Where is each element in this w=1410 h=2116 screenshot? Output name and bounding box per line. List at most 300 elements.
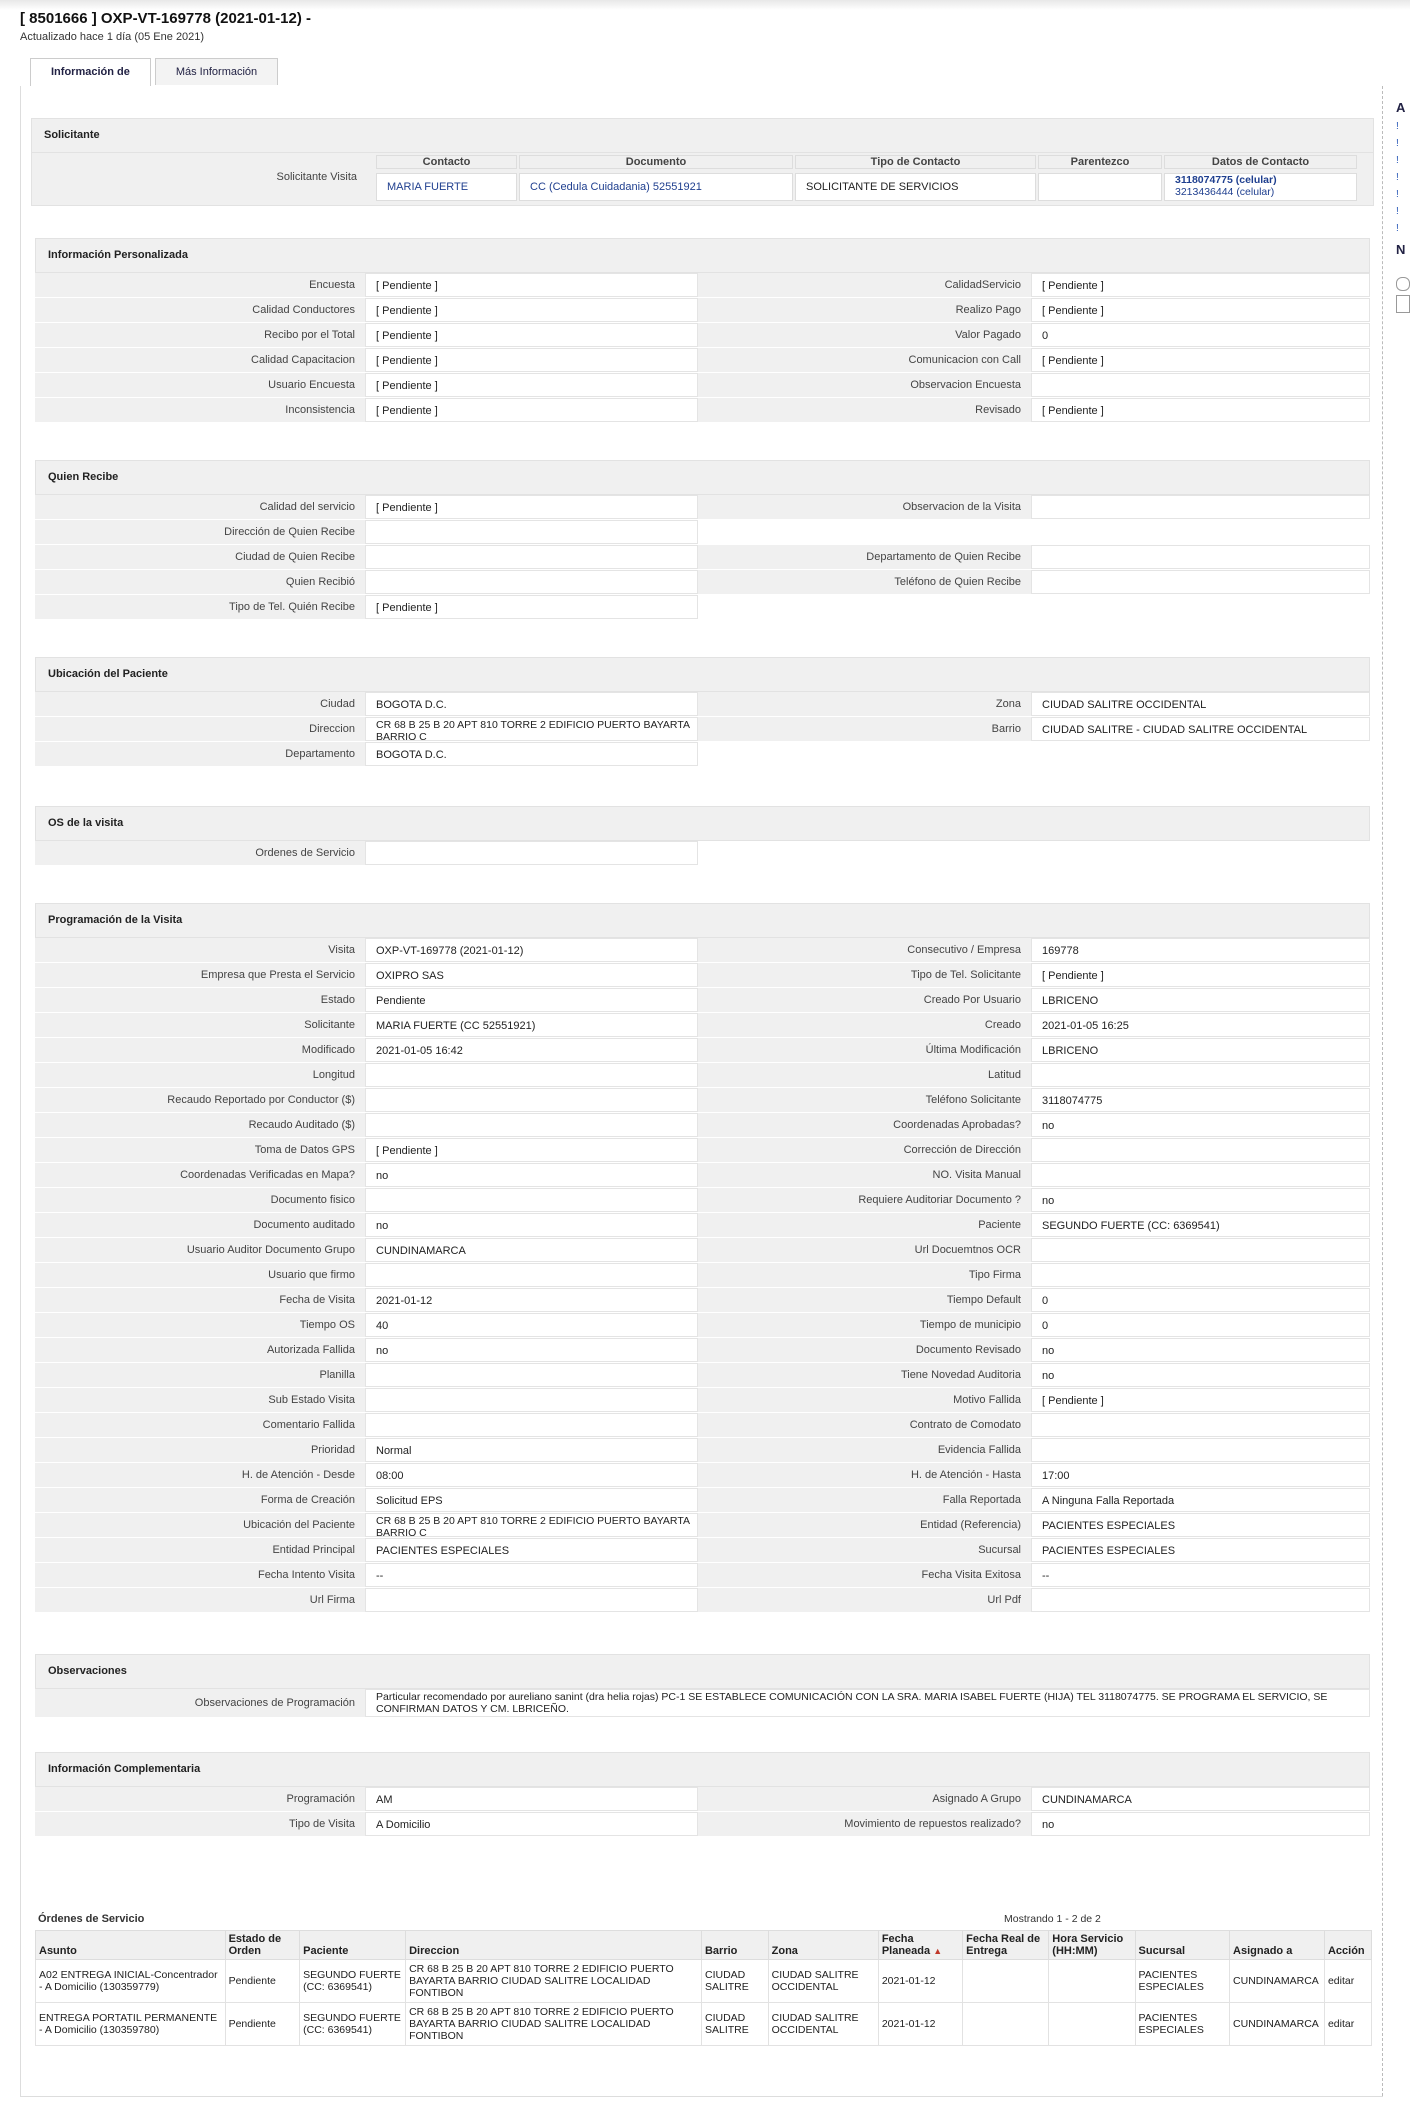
field-label: Revisado (698, 398, 1031, 422)
programacion-section (35, 903, 1370, 1613)
field-label: Requiere Auditoriar Documento ? (698, 1188, 1031, 1212)
section-title: Observaciones (35, 1654, 1370, 1689)
col-parentezco: Parentezco (1038, 155, 1162, 169)
cell-zona: CIUDAD SALITRE OCCIDENTAL (768, 2003, 878, 2046)
tipo-contacto-value: SOLICITANTE DE SERVICIOS (795, 173, 1036, 201)
col-fecha-planeada-label: Fecha Planeada (881, 1933, 931, 1957)
field-value: CUNDINAMARCA (1031, 1787, 1370, 1811)
field-label: Planilla (35, 1363, 365, 1387)
field-value: [ Pendiente ] (365, 373, 698, 397)
field-value: A Domicilio (365, 1812, 698, 1836)
cell-zona: CIUDAD SALITRE OCCIDENTAL (768, 1960, 878, 2003)
section-title: Programación de la Visita (35, 903, 1370, 938)
field-label: Consecutivo / Empresa (698, 938, 1031, 962)
field-value: -- (365, 1563, 698, 1587)
col-documento: Documento (519, 155, 793, 169)
cell-paciente[interactable]: SEGUNDO FUERTE (CC: 6369541) (300, 1960, 406, 2003)
field-label: Fecha Visita Exitosa (698, 1563, 1031, 1587)
field-label: Comentario Fallida (35, 1413, 365, 1437)
field-label: Creado (698, 1013, 1031, 1037)
field-label: Falla Reportada (698, 1488, 1031, 1512)
phone-2[interactable]: 3213436444 (celular) (1175, 186, 1275, 198)
field-value: 0 (1031, 323, 1370, 347)
field-value: CIUDAD SALITRE OCCIDENTAL (1031, 692, 1370, 716)
field-row (35, 1238, 1370, 1263)
quien-recibe-section (35, 460, 1370, 620)
cell-fecha-real (963, 1960, 1049, 2003)
field-value: [ Pendiente ] (1031, 298, 1370, 322)
field-label: Empresa que Presta el Servicio (35, 963, 365, 987)
edit-link[interactable]: editar (1324, 2003, 1371, 2046)
field-label: Calidad del servicio (35, 495, 365, 519)
field-label: Ciudad de Quien Recibe (35, 545, 365, 569)
field-value: 2021-01-12 (365, 1288, 698, 1312)
col-estado-orden[interactable]: Estado de Orden (225, 1931, 300, 1960)
field-row (35, 1438, 1370, 1463)
field-value (1031, 1413, 1370, 1437)
field-value (365, 1088, 698, 1112)
ordenes-table (35, 1930, 1372, 2046)
field-label: Tipo de Tel. Solicitante (698, 963, 1031, 987)
field-value: Solicitud EPS (365, 1488, 698, 1512)
field-label: Toma de Datos GPS (35, 1138, 365, 1162)
field-value (365, 1263, 698, 1287)
field-row (35, 545, 1370, 570)
cell-asunto[interactable]: ENTREGA PORTATIL PERMANENTE - A Domicilio (130359780) (36, 2003, 226, 2046)
field-value (1031, 1238, 1370, 1262)
field-label: Observacion Encuesta (698, 373, 1031, 397)
cell-direccion: CR 68 B 25 B 20 APT 810 TORRE 2 EDIFICIO PUERTO BAYARTA BARRIO CIUDAD SALITRE LOCALIDAD FONTIBON (406, 2003, 702, 2046)
cell-asignado: CUNDINAMARCA (1230, 1960, 1325, 2003)
field-value: [ Pendiente ] (1031, 273, 1370, 297)
right-panel-letter-n: N (1396, 242, 1406, 257)
ordenes-header-row (36, 1931, 1372, 1960)
field-row (35, 520, 1370, 545)
table-row (36, 2003, 1372, 2046)
field-value (1031, 545, 1370, 569)
right-panel-link[interactable]: ! (1396, 121, 1399, 132)
right-panel-radio[interactable] (1396, 277, 1410, 291)
field-label: Fecha de Visita (35, 1288, 365, 1312)
cell-asignado: CUNDINAMARCA (1230, 2003, 1325, 2046)
field-value: [ Pendiente ] (365, 398, 698, 422)
field-label: Inconsistencia (35, 398, 365, 422)
field-label: Sucursal (698, 1538, 1031, 1562)
field-label: Última Modificación (698, 1038, 1031, 1062)
field-value (1031, 1138, 1370, 1162)
field-value (1031, 1263, 1370, 1287)
field-value: [ Pendiente ] (365, 495, 698, 519)
field-label: Comunicacion con Call (698, 348, 1031, 372)
field-row (35, 1088, 1370, 1113)
field-label: Sub Estado Visita (35, 1388, 365, 1412)
right-panel-letter-a: A (1396, 100, 1406, 115)
section-title: Ubicación del Paciente (35, 657, 1370, 692)
solicitante-row (31, 153, 1374, 206)
field-value: OXP-VT-169778 (2021-01-12) (365, 938, 698, 962)
os-visita-section (35, 806, 1370, 866)
field-value: no (1031, 1363, 1370, 1387)
field-label: Entidad (Referencia) (698, 1513, 1031, 1537)
observaciones-section (35, 1654, 1370, 1718)
field-row (35, 1513, 1370, 1538)
field-row (35, 742, 1370, 767)
field-row (35, 717, 1370, 742)
col-sucursal[interactable]: Sucursal (1135, 1931, 1230, 1960)
field-value (1031, 570, 1370, 594)
field-row (35, 1313, 1370, 1338)
tab-mas-informacion[interactable]: Más Información (155, 58, 278, 85)
cell-estado: Pendiente (225, 1960, 300, 2003)
field-label: Calidad Capacitacion (35, 348, 365, 372)
cell-paciente[interactable]: SEGUNDO FUERTE (CC: 6369541) (300, 2003, 406, 2046)
ordenes-count: Mostrando 1 - 2 de 2 (1004, 1913, 1101, 1925)
field-row (35, 348, 1370, 373)
field-value: 17:00 (1031, 1463, 1370, 1487)
field-value: SEGUNDO FUERTE (CC: 6369541) (1031, 1213, 1370, 1237)
field-label: Creado Por Usuario (698, 988, 1031, 1012)
field-label: Tiene Novedad Auditoria (698, 1363, 1031, 1387)
field-label: Tiempo OS (35, 1313, 365, 1337)
field-label: Tiempo Default (698, 1288, 1031, 1312)
col-datos-contacto: Datos de Contacto (1164, 155, 1357, 169)
cell-hora (1049, 2003, 1135, 2046)
field-row (35, 570, 1370, 595)
right-panel-link[interactable]: ! (1396, 172, 1399, 183)
right-panel-link[interactable]: ! (1396, 189, 1399, 200)
field-value: 0 (1031, 1313, 1370, 1337)
right-panel-link[interactable]: ! (1396, 138, 1399, 149)
field-row (35, 1538, 1370, 1563)
field-label: Tiempo de municipio (698, 1313, 1031, 1337)
field-label: Ordenes de Servicio (35, 841, 365, 865)
field-row (35, 1463, 1370, 1488)
cell-fecha: 2021-01-12 (878, 1960, 962, 2003)
field-label: Fecha Intento Visita (35, 1563, 365, 1587)
field-value: BOGOTA D.C. (365, 692, 698, 716)
field-label: Realizo Pago (698, 298, 1031, 322)
right-panel-link[interactable]: ! (1396, 223, 1399, 234)
col-tipo-contacto: Tipo de Contacto (795, 155, 1036, 169)
field-row (35, 273, 1370, 298)
field-label: Forma de Creación (35, 1488, 365, 1512)
col-accion[interactable]: Acción (1324, 1931, 1371, 1960)
cell-barrio: CIUDAD SALITRE (701, 2003, 768, 2046)
right-panel-link[interactable]: ! (1396, 206, 1399, 217)
field-label: Documento fisico (35, 1188, 365, 1212)
cell-estado: Pendiente (225, 2003, 300, 2046)
field-value: MARIA FUERTE (CC 52551921) (365, 1013, 698, 1037)
field-label: Url Firma (35, 1588, 365, 1612)
field-row (35, 1288, 1370, 1313)
field-value: [ Pendiente ] (365, 595, 698, 619)
field-label: Departamento de Quien Recibe (698, 545, 1031, 569)
field-label: Documento Revisado (698, 1338, 1031, 1362)
field-label: Usuario que firmo (35, 1263, 365, 1287)
field-label: Url Docuemtnos OCR (698, 1238, 1031, 1262)
field-value: [ Pendiente ] (365, 323, 698, 347)
field-label: Teléfono Solicitante (698, 1088, 1031, 1112)
field-label: Tipo Firma (698, 1263, 1031, 1287)
field-label: Paciente (698, 1213, 1031, 1237)
field-label: Ciudad (35, 692, 365, 716)
field-value: CR 68 B 25 B 20 APT 810 TORRE 2 EDIFICIO PUERTO BAYARTA BARRIO C (365, 1513, 698, 1537)
updated-text: Actualizado hace 1 día (05 Ene 2021) (20, 31, 205, 43)
cell-fecha: 2021-01-12 (878, 2003, 962, 2046)
cell-sucursal: PACIENTES ESPECIALES (1135, 2003, 1230, 2046)
documento-value: CC (Cedula Cuidadania) 52551921 (519, 173, 793, 201)
field-row (35, 963, 1370, 988)
field-value: 2021-01-05 16:42 (365, 1038, 698, 1062)
field-value: PACIENTES ESPECIALES (1031, 1513, 1370, 1537)
field-value: no (365, 1213, 698, 1237)
field-label: Motivo Fallida (698, 1388, 1031, 1412)
col-asignado[interactable]: Asignado a (1230, 1931, 1325, 1960)
field-label: Dirección de Quien Recibe (35, 520, 365, 544)
field-value: [ Pendiente ] (365, 298, 698, 322)
field-label: Url Pdf (698, 1588, 1031, 1612)
field-row (35, 1588, 1370, 1613)
field-label: Tipo de Visita (35, 1812, 365, 1836)
field-row (35, 1388, 1370, 1413)
field-value (365, 1413, 698, 1437)
field-value: PACIENTES ESPECIALES (1031, 1538, 1370, 1562)
edit-link[interactable]: editar (1324, 1960, 1371, 2003)
cell-asunto[interactable]: A02 ENTREGA INICIAL-Concentrador - A Domicilio (130359779) (36, 1960, 226, 2003)
field-value: [ Pendiente ] (365, 1138, 698, 1162)
field-value: Normal (365, 1438, 698, 1462)
solicitante-section (31, 118, 1374, 206)
cell-direccion: CR 68 B 25 B 20 APT 810 TORRE 2 EDIFICIO PUERTO BAYARTA BARRIO CIUDAD SALITRE LOCALIDAD FONTIBON (406, 1960, 702, 2003)
field-value (365, 841, 698, 865)
field-value: Pendiente (365, 988, 698, 1012)
field-label: Usuario Auditor Documento Grupo (35, 1238, 365, 1262)
field-row (35, 1138, 1370, 1163)
field-label: Visita (35, 938, 365, 962)
col-asunto[interactable]: Asunto (36, 1931, 226, 1960)
field-row (35, 841, 1370, 866)
field-value: 169778 (1031, 938, 1370, 962)
field-value: no (1031, 1113, 1370, 1137)
field-value (365, 520, 698, 544)
field-row (35, 1363, 1370, 1388)
field-label: Latitud (698, 1063, 1031, 1087)
field-label: Contrato de Comodato (698, 1413, 1031, 1437)
field-label: Asignado A Grupo (698, 1787, 1031, 1811)
field-label: Modificado (35, 1038, 365, 1062)
field-value: LBRICENO (1031, 1038, 1370, 1062)
field-value (365, 1388, 698, 1412)
field-value: [ Pendiente ] (365, 273, 698, 297)
field-row (35, 1563, 1370, 1588)
field-row (35, 1338, 1370, 1363)
field-row (35, 1263, 1370, 1288)
field-label: Zona (698, 692, 1031, 716)
field-row (35, 1038, 1370, 1063)
ordenes-section (35, 1910, 1372, 2046)
field-row (35, 692, 1370, 717)
field-label: Corrección de Dirección (698, 1138, 1031, 1162)
observaciones-label: Observaciones de Programación (35, 1689, 365, 1717)
field-value: PACIENTES ESPECIALES (365, 1538, 698, 1562)
field-value (1031, 1063, 1370, 1087)
col-hora-servicio[interactable]: Hora Servicio (HH:MM) (1049, 1931, 1135, 1960)
field-value: no (1031, 1338, 1370, 1362)
page-title: [ 8501666 ] OXP-VT-169778 (2021-01-12) - (20, 10, 311, 27)
datos-contacto-value (1164, 173, 1357, 201)
field-row (35, 298, 1370, 323)
field-value: CUNDINAMARCA (365, 1238, 698, 1262)
ubicacion-section (35, 657, 1370, 767)
field-label: Direccion (35, 717, 365, 741)
field-label: Coordenadas Aprobadas? (698, 1113, 1031, 1137)
field-label: Evidencia Fallida (698, 1438, 1031, 1462)
parentezco-value (1038, 173, 1162, 201)
ordenes-title: Órdenes de Servicio (38, 1913, 145, 1925)
panel-divider (1382, 86, 1383, 2096)
phone-1[interactable]: 3118074775 (celular) (1175, 174, 1277, 186)
ordenes-header (35, 1910, 1372, 1930)
section-title: Información Personalizada (35, 238, 1370, 273)
field-label: Tipo de Tel. Quién Recibe (35, 595, 365, 619)
field-label: Ubicación del Paciente (35, 1513, 365, 1537)
field-value: OXIPRO SAS (365, 963, 698, 987)
field-label: Entidad Principal (35, 1538, 365, 1562)
field-value: -- (1031, 1563, 1370, 1587)
field-row (35, 1163, 1370, 1188)
field-row (35, 938, 1370, 963)
field-label: Teléfono de Quien Recibe (698, 570, 1031, 594)
tab-informacion[interactable]: Información de (30, 58, 151, 86)
complementaria-section (35, 1752, 1370, 1837)
field-row (35, 1413, 1370, 1438)
field-label: Autorizada Fallida (35, 1338, 365, 1362)
field-label: Solicitante (35, 1013, 365, 1037)
field-label: Departamento (35, 742, 365, 766)
field-value: 3118074775 (1031, 1088, 1370, 1112)
field-row (35, 398, 1370, 423)
field-row (35, 1213, 1370, 1238)
col-paciente[interactable]: Paciente (300, 1931, 406, 1960)
cell-sucursal: PACIENTES ESPECIALES (1135, 1960, 1230, 2003)
cell-fecha-real (963, 2003, 1049, 2046)
sort-asc-icon: ▲ (933, 1946, 943, 1956)
col-fecha-real[interactable]: Fecha Real de Entrega (963, 1931, 1049, 1960)
field-row (35, 1113, 1370, 1138)
right-side-panel (1396, 100, 1410, 313)
section-title: Información Complementaria (35, 1752, 1370, 1787)
informacion-personalizada-section (35, 238, 1370, 423)
field-label: Usuario Encuesta (35, 373, 365, 397)
col-direccion[interactable]: Direccion (406, 1931, 702, 1960)
field-value: [ Pendiente ] (1031, 1388, 1370, 1412)
field-row (35, 1188, 1370, 1213)
field-value: [ Pendiente ] (1031, 398, 1370, 422)
field-value: [ Pendiente ] (1031, 963, 1370, 987)
field-value (1031, 373, 1370, 397)
tab-bar (30, 58, 282, 86)
field-value (1031, 1163, 1370, 1187)
top-gradient-bar (0, 0, 1410, 10)
field-label: Calidad Conductores (35, 298, 365, 322)
field-label: Coordenadas Verificadas en Mapa? (35, 1163, 365, 1187)
field-value: BOGOTA D.C. (365, 742, 698, 766)
cell-barrio: CIUDAD SALITRE (701, 1960, 768, 2003)
field-label: Programación (35, 1787, 365, 1811)
field-row (35, 988, 1370, 1013)
field-label: Recaudo Reportado por Conductor ($) (35, 1088, 365, 1112)
field-label: H. de Atención - Hasta (698, 1463, 1031, 1487)
field-label: Longitud (35, 1063, 365, 1087)
field-label: Observacion de la Visita (698, 495, 1031, 519)
contacto-link[interactable]: MARIA FUERTE (376, 173, 517, 201)
col-zona[interactable]: Zona (768, 1931, 878, 1960)
field-row (35, 1812, 1370, 1837)
field-label: CalidadServicio (698, 273, 1031, 297)
field-row (35, 1013, 1370, 1038)
col-fecha-planeada[interactable] (878, 1931, 962, 1960)
observaciones-value: Particular recomendado por aureliano sanint (dra helia rojas) PC-1 SE ESTABLECE COMUNICACIÓN CON LA SRA. MARIA ISABEL FUERTE (HIJA) TEL 3118074775. SE PROGRAMA EL SERVICIO, SE CONFIRMAN DATOS Y CM. LBRICEÑO. (365, 1689, 1370, 1717)
field-value (365, 545, 698, 569)
field-value (1031, 1588, 1370, 1612)
field-row (35, 595, 1370, 620)
field-label: Barrio (698, 717, 1031, 741)
field-value: 40 (365, 1313, 698, 1337)
field-value: A Ninguna Falla Reportada (1031, 1488, 1370, 1512)
field-value (365, 570, 698, 594)
field-value: no (1031, 1812, 1370, 1836)
col-contacto: Contacto (376, 155, 517, 169)
field-value (365, 1113, 698, 1137)
col-barrio[interactable]: Barrio (701, 1931, 768, 1960)
field-value: 08:00 (365, 1463, 698, 1487)
field-value: CR 68 B 25 B 20 APT 810 TORRE 2 EDIFICIO PUERTO BAYARTA BARRIO C (365, 717, 698, 741)
field-value: 2021-01-05 16:25 (1031, 1013, 1370, 1037)
section-title: Quien Recibe (35, 460, 1370, 495)
field-label: NO. Visita Manual (698, 1163, 1031, 1187)
field-value (365, 1188, 698, 1212)
field-value: 0 (1031, 1288, 1370, 1312)
page-header (20, 10, 311, 43)
field-value: no (365, 1338, 698, 1362)
field-value: AM (365, 1787, 698, 1811)
field-row (35, 1787, 1370, 1812)
field-label: Valor Pagado (698, 323, 1031, 347)
field-label: Estado (35, 988, 365, 1012)
field-value: LBRICENO (1031, 988, 1370, 1012)
field-value (1031, 1438, 1370, 1462)
field-label: H. de Atención - Desde (35, 1463, 365, 1487)
right-panel-checkbox[interactable] (1396, 295, 1410, 313)
field-label: Recaudo Auditado ($) (35, 1113, 365, 1137)
field-label: Documento auditado (35, 1213, 365, 1237)
field-value: [ Pendiente ] (365, 348, 698, 372)
field-label: Movimiento de repuestos realizado? (698, 1812, 1031, 1836)
right-panel-link[interactable]: ! (1396, 155, 1399, 166)
field-value: [ Pendiente ] (1031, 348, 1370, 372)
field-label: Encuesta (35, 273, 365, 297)
field-row (35, 495, 1370, 520)
field-label: Quien Recibió (35, 570, 365, 594)
field-row (35, 1488, 1370, 1513)
table-row (36, 1960, 1372, 2003)
field-value (365, 1363, 698, 1387)
field-label: Prioridad (35, 1438, 365, 1462)
section-title: Solicitante (31, 118, 1374, 153)
field-value (365, 1063, 698, 1087)
observaciones-row (35, 1689, 1370, 1718)
field-value (365, 1588, 698, 1612)
